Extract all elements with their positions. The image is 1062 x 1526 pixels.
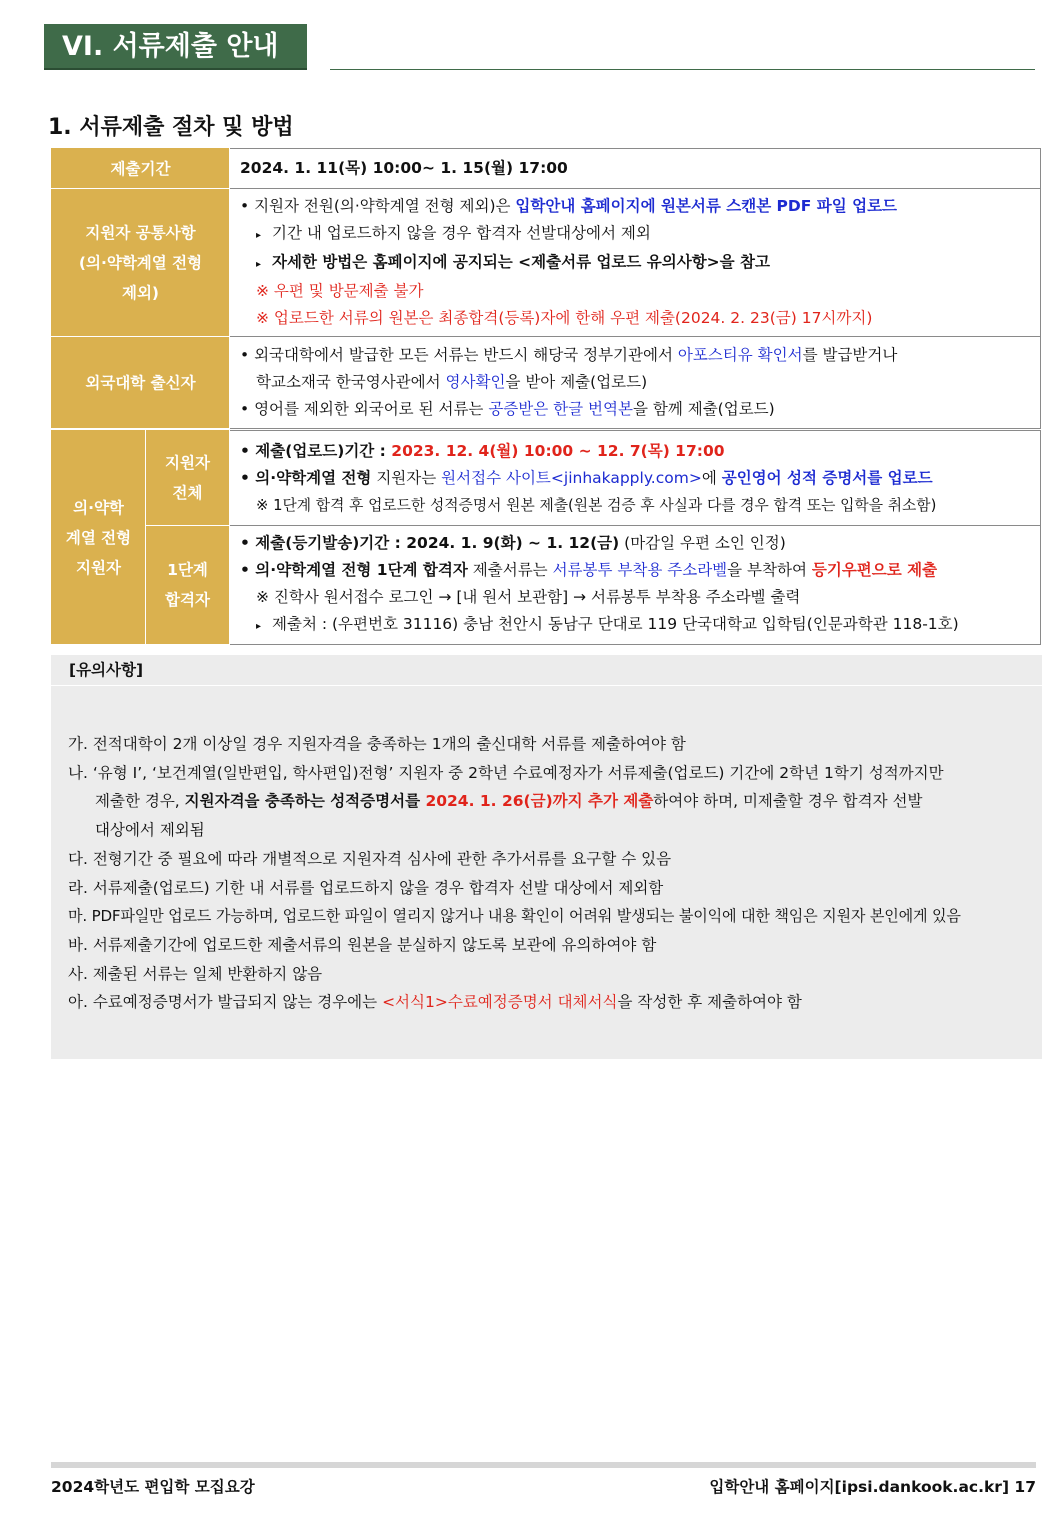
- triangle-bullet-icon: ▸: [256, 259, 262, 270]
- stage1-line: [240, 557, 1032, 584]
- highlight-text: <서식1>수료예정증명서 대체서식: [382, 993, 618, 1012]
- group-label-line: 의·약학: [73, 498, 124, 517]
- stage1-label: [146, 526, 230, 645]
- common-label-line: 제외): [121, 283, 160, 302]
- foreign-line: [240, 342, 1032, 369]
- text: 제출한 경우,: [95, 792, 185, 811]
- medical-group-label: [52, 431, 146, 645]
- stage1-line: ※ 진학사 원서접수 로그인 → [내 원서 보관함] → 서류봉투 부착용 주소라벨 출력: [256, 588, 801, 606]
- text: 하여야 하며, 미제출할 경우 합격자 선발: [653, 792, 923, 811]
- triangle-bullet-icon: ▸: [256, 621, 262, 632]
- text: 을 부착하여: [727, 561, 812, 579]
- stage1-line: [240, 611, 1032, 640]
- label-line: 합격자: [165, 591, 210, 609]
- group-label-line: 지원자: [76, 558, 121, 577]
- stage1-body: [230, 526, 1041, 645]
- note-item: 라. 서류제출(업로드) 기한 내 서류를 업로드하지 않을 경우 합격자 선발 대상에서 제외함: [68, 878, 664, 897]
- text: 을 함께 제출(업로드): [632, 400, 775, 418]
- foreign-body: [230, 337, 1041, 429]
- note-item: 다. 전형기간 중 필요에 따라 개별적으로 지원자격 심사에 관한 추가서류를 요구할 수 있음: [68, 849, 672, 868]
- note-item-continued: [68, 787, 1042, 816]
- text: 에: [701, 468, 722, 487]
- chapter-rule: [330, 69, 1035, 70]
- medical-table: [51, 430, 1041, 645]
- highlight-text: 공인영어 성적 증명서를 업로드: [721, 468, 933, 487]
- foreign-line: [240, 396, 1032, 423]
- text: • 의·약학계열 전형: [240, 468, 372, 487]
- text: • 지원자 전원(의·약학계열 전형 제외)은: [240, 197, 516, 215]
- text: 자세한 방법은 홈페이지에 공지되는 <제출서류 업로드 유의사항>을 참고: [272, 253, 770, 271]
- common-line: ※ 업로드한 서류의 원본은 최종합격(등록)자에 한해 우편 제출(2024. 2. 23(금) 17시까지): [256, 309, 873, 327]
- common-body: [230, 189, 1041, 337]
- common-line: [240, 249, 1032, 278]
- common-line: [240, 220, 1032, 249]
- period-row: [52, 149, 1041, 189]
- footer-right: 입학안내 홈페이지[ipsi.dankook.ac.kr] 17: [709, 1478, 1036, 1496]
- all-applicants-label: [146, 431, 230, 526]
- note-item: 나. ‘유형 Ⅰ’, ‘보건계열(일반편입, 학사편입)전형’ 지원자 중 2학년 수료예정자가 서류제출(업로드) 기간에 2학년 1학기 성적까지만: [68, 763, 944, 782]
- chapter-title: VI. 서류제출 안내: [44, 24, 307, 70]
- text: 지원자는: [371, 468, 442, 487]
- note-item: 가. 전적대학이 2개 이상일 경우 지원자격을 충족하는 1개의 출신대학 서류를 제출하여야 함: [68, 735, 686, 753]
- note-item: 마. PDF파일만 업로드 가능하며, 업로드한 파일이 열리지 않거나 내용 확인이 어려워 발생되는 불이익에 대한 책임은 지원자 본인에게 있음: [68, 907, 961, 926]
- all-line: [240, 438, 1032, 465]
- highlight-text: 영사확인: [445, 373, 506, 391]
- common-label-line: (의·약학계열 전형: [78, 253, 203, 272]
- text: 제출서류는: [467, 561, 553, 579]
- foreign-row: [52, 337, 1041, 429]
- footer-left: 2024학년도 편입학 모집요강: [51, 1478, 255, 1496]
- highlight-text: 2024. 1. 26(금)까지 추가 제출: [425, 792, 654, 811]
- text: 을 작성한 후 제출하여야 함: [617, 993, 802, 1012]
- group-label-line: 계열 전형: [65, 528, 132, 547]
- foreign-line: [240, 369, 1032, 396]
- highlight-text: 입학안내 홈페이지에 원본서류 스캔본 PDF 파일 업로드: [515, 197, 898, 215]
- all-line: ※ 1단계 합격 후 업로드한 성적증명서 원본 제출(원본 검증 후 사실과 다를 경우 합격 또는 입학을 취소함): [256, 496, 937, 514]
- all-line: [240, 465, 1032, 492]
- highlight-text: 원서접수 사이트<jinhakapply.com>: [441, 468, 702, 487]
- stage1-line: [240, 530, 1032, 557]
- foreign-label: 외국대학 출신자: [52, 337, 230, 429]
- section-title: 1. 서류제출 절차 및 방법: [48, 115, 294, 140]
- period-label: 제출기간: [52, 149, 230, 189]
- triangle-bullet-icon: ▸: [256, 230, 262, 241]
- text: 제출처 : (우편번호 31116) 충남 천안시 동남구 단대로 119 단국대학교 입학팀(인문과학관 118-1호): [272, 615, 959, 633]
- note-item-continued: 대상에서 제외됨: [95, 821, 205, 840]
- text: • 제출(업로드)기간 :: [240, 441, 392, 460]
- note-item: 바. 서류제출기간에 업로드한 제출서류의 원본을 분실하지 않도록 보관에 유의하여야 함: [68, 935, 657, 954]
- text: 아. 수료예정증명서가 발급되지 않는 경우에는: [68, 993, 383, 1012]
- bold-text: 지원자격을 충족하는 성적증명서를: [184, 792, 426, 811]
- common-row: [52, 189, 1041, 337]
- note-item: 사. 제출된 서류는 일체 반환하지 않음: [68, 964, 323, 983]
- common-line: ※ 우편 및 방문제출 불가: [256, 282, 424, 300]
- text: 학교소재국 한국영사관에서: [256, 373, 446, 391]
- label-line: 전체: [172, 484, 203, 502]
- text: 를 발급받거나: [802, 346, 898, 364]
- text: • 제출(등기발송)기간 : 2024. 1. 9(화) ~ 1. 12(금): [240, 534, 620, 552]
- label-line: 1단계: [167, 561, 208, 579]
- text: • 영어를 제외한 외국어로 된 서류는: [240, 400, 489, 418]
- notes-header: [유의사항]: [51, 655, 1042, 685]
- text: 기간 내 업로드하지 않을 경우 합격자 선발대상에서 제외: [272, 224, 651, 242]
- text: 을 받아 제출(업로드): [505, 373, 648, 391]
- common-label-line: 지원자 공통사항: [85, 223, 196, 242]
- text: (마감일 우편 소인 인정): [619, 534, 786, 552]
- highlight-text: 등기우편으로 제출: [811, 561, 938, 579]
- highlight-text: 아포스티유 확인서: [677, 346, 803, 364]
- stage1-row: [52, 526, 1041, 645]
- highlight-text: 2023. 12. 4(월) 10:00 ~ 12. 7(목) 17:00: [391, 441, 725, 460]
- highlight-text: 서류봉투 부착용 주소라벨: [552, 561, 728, 579]
- label-line: 지원자: [165, 454, 210, 472]
- note-item: [68, 988, 1042, 1017]
- footer-rule: [51, 1462, 1036, 1468]
- text: • 외국대학에서 발급한 모든 서류는 반드시 해당국 정부기관에서: [240, 346, 678, 364]
- notes-box: [51, 686, 1042, 1059]
- all-applicants-body: [230, 431, 1041, 526]
- period-value: 2024. 1. 11(목) 10:00~ 1. 15(월) 17:00: [230, 149, 1041, 189]
- common-label: [52, 189, 230, 337]
- text: • 의·약학계열 전형 1단계 합격자: [240, 561, 468, 579]
- all-applicants-row: [52, 431, 1041, 526]
- submission-table: [51, 148, 1041, 429]
- highlight-text: 공증받은 한글 번역본: [488, 400, 633, 418]
- common-line: [240, 193, 1032, 220]
